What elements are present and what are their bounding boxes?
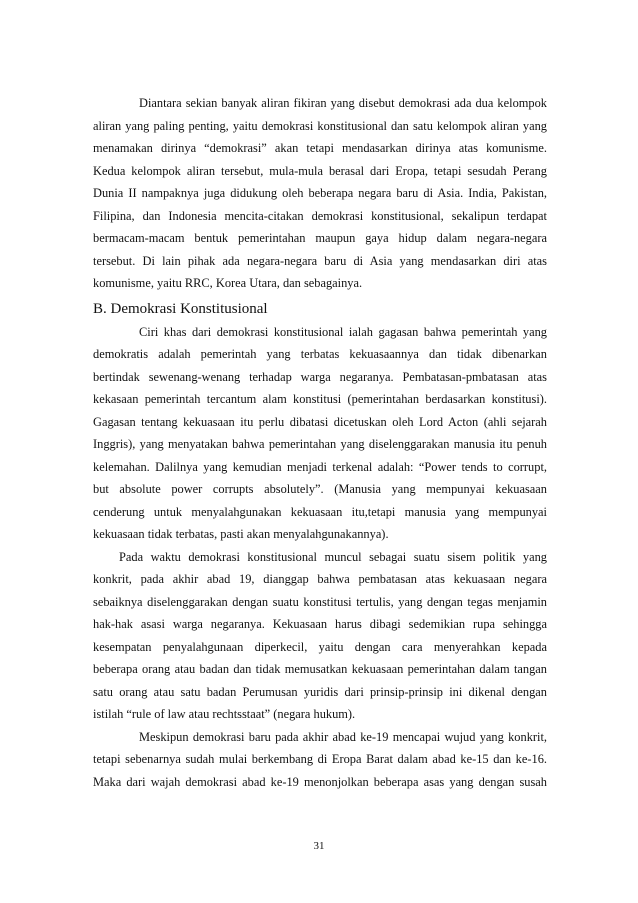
paragraph-2-line: Gagasan tentang kekuasaan itu perlu dibatasi dicetuskan oleh Lord Acton (ahli sejarah [93, 414, 547, 429]
paragraph-1-line: Diantara sekian banyak aliran fikiran yang disebut demokrasi ada dua kelompok [139, 96, 547, 110]
paragraph-1-line: komunisme, yaitu RRC, Korea Utara, dan sebagainya. [93, 276, 363, 290]
paragraph-2-line: Ciri khas dari demokrasi konstitusional ialah gagasan bahwa pemerintah yang [139, 324, 547, 339]
paragraph-3-line: Pada waktu demokrasi konstitusional muncul sebagai suatu sisem politik yang [119, 549, 547, 564]
page-number: 31 [313, 840, 325, 852]
paragraph-2-line: demokratis adalah pemerintah yang terbatas kekuasaannya dan tidak dibenarkan [93, 347, 547, 361]
paragraph-3-line: hak-hak asasi warga negaranya. Kekuasaan harus dibagi sedemikian rupa sehingga [93, 617, 547, 631]
paragraph-3-line: kesempatan penyalahgunaan diperkecil, yaitu dengan cara menyerahkan kepada [93, 639, 547, 654]
paragraph-2-line: cenderung untuk menyalahgunakan kekuasaan itu,tetapi manusia yang mempunyai [93, 504, 547, 519]
paragraph-4-line: tetapi sebenarnya sudah mulai berkembang di Eropa Barat dalam abad ke-15 dan ke-16. [93, 752, 547, 766]
document-page [93, 92, 547, 793]
paragraph-4 [93, 726, 547, 794]
paragraph-2-line: kekasaan pemerintah tercantum alam konstitusi (pemerintahan berdasarkan konstitusi). [93, 392, 547, 406]
paragraph-3 [93, 546, 547, 726]
section-heading: B. Demokrasi Konstitusional [93, 300, 268, 317]
paragraph-1-line: tersebut. Di lain pihak ada negara-negara baru di Asia yang mendasarkan diri atas [93, 253, 547, 268]
paragraph-1-line: menamakan dirinya “demokrasi” akan tetapi mendasarkan dirinya atas komunisme. [93, 141, 547, 155]
paragraph-1 [93, 92, 547, 295]
paragraph-2-line: Inggris), yang menyatakan bahwa pemerintahan yang diselenggarakan manusia itu penuh [93, 437, 547, 451]
paragraph-2 [93, 321, 547, 546]
paragraph-2-line: kekuasaan tidak terbatas, pasti akan menyalahgunakannya). [93, 527, 389, 541]
paragraph-4-line: Meskipun demokrasi baru pada akhir abad ke-19 mencapai wujud yang konkrit, [139, 729, 547, 744]
paragraph-4-line: Maka dari wajah demokrasi abad ke-19 menonjolkan beberapa asas yang dengan susah [93, 774, 547, 789]
paragraph-1-line: Kedua kelompok aliran tersebut, mula-mula berasal dari Eropa, tetapi sesudah Perang [93, 163, 547, 178]
paragraph-3-line: beberapa orang atau badan dan tidak memusatkan kekuasaan pemerintahan dalam tangan [93, 662, 547, 676]
paragraph-2-line: bertindak sewenang-wenang terhadap warga negaranya. Pembatasan-pmbatasan atas [93, 369, 547, 384]
paragraph-3-line: satu orang atau satu badan Perumusan yuridis dari prinsip-prinsip ini dikenal dengan [93, 684, 547, 699]
paragraph-1-line: bermacam-macam bentuk pemerintahan maupun gaya hidup dalam negara-negara [93, 231, 547, 245]
paragraph-2-line: kelemahan. Dalilnya yang kemudian menjadi terkenal adalah: “Power tends to corrupt, [93, 459, 547, 474]
paragraph-1-line: aliran yang paling penting, yaitu demokrasi konstitusional dan satu kelompok aliran yang [93, 118, 547, 133]
paragraph-1-line: Dunia II nampaknya juga didukung oleh beberapa negara baru di Asia. India, Pakistan, [93, 186, 547, 200]
paragraph-3-line: sebaiknya diselenggarakan dengan suatu konstitusi tertulis, yang dengan tegas menjamin [93, 594, 547, 609]
paragraph-2-line: but absolute power corrupts absolutely”. (Manusia yang mempunyai kekuasaan [93, 482, 547, 496]
paragraph-1-line: Filipina, dan Indonesia mencita-citakan demokrasi konstitusional, sekalipun terdapat [93, 208, 547, 223]
paragraph-3-line: konkrit, pada akhir abad 19, dianggap bahwa pembatasan atas kekuasaan negara [93, 572, 547, 586]
paragraph-3-line: istilah “rule of law atau rechtsstaat” (negara hukum). [93, 707, 356, 721]
